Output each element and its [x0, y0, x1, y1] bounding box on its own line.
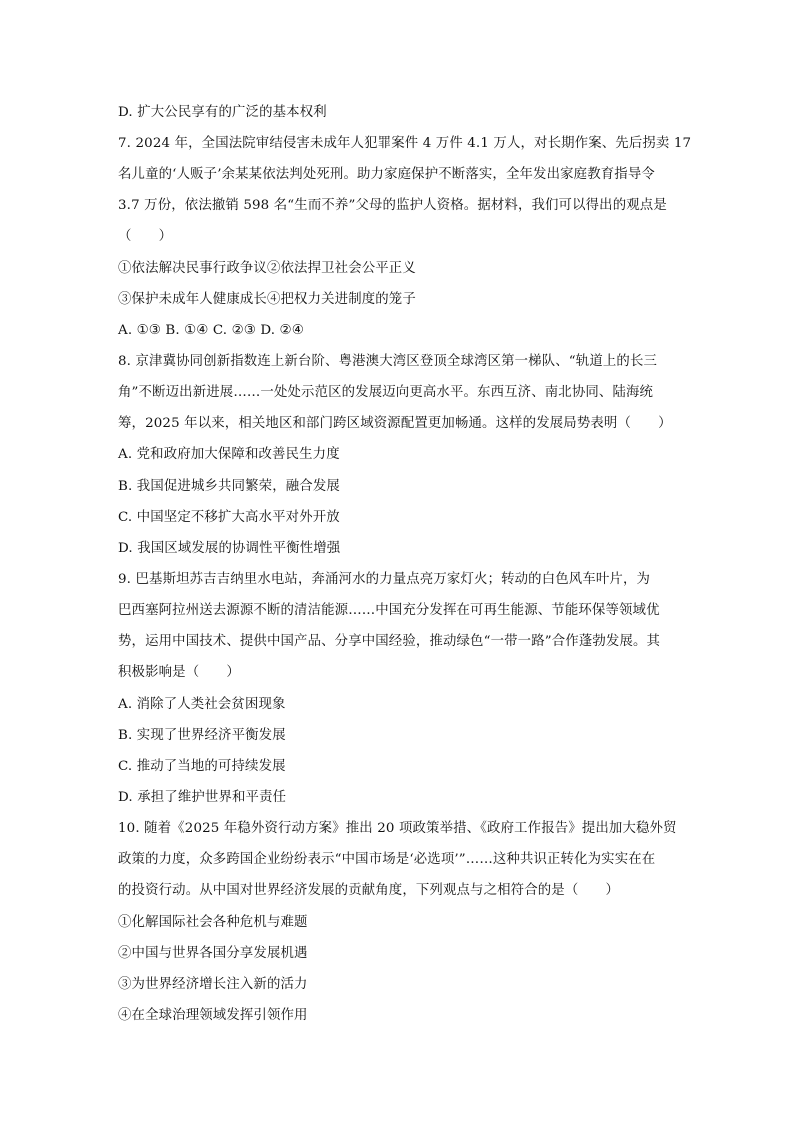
q7-stem-line-2: 名儿童的‘人贩子’余某某依法判处死刑。助力家庭保护不断落实，全年发出家庭教育指导令 — [118, 167, 655, 182]
q7-stem-line-3: 3.7 万份，依法撤销 598 名“生而不养”父母的监护人资格。据材料，我们可以得出的观点是 — [118, 198, 667, 213]
q8-option-d: D. 我国区域发展的协调性平衡性增强 — [118, 541, 341, 556]
q9-stem-line-1: 9. 巴基斯坦苏吉吉纳里水电站，奔涌河水的力量点亮万家灯火；转动的白色风车叶片，为 — [118, 572, 651, 587]
q10-stem-line-3: 的投资行动。从中国对世界经济发展的贡献角度，下列观点与之相符合的是（ ） — [118, 883, 620, 898]
q9-option-d: D. 承担了维护世界和平责任 — [118, 790, 287, 805]
q7-statements-1: ①依法解决民事行政争议②依法捍卫社会公平正义 — [118, 261, 416, 276]
q8-option-a: A. 党和政府加大保障和改善民生力度 — [118, 447, 340, 462]
q8-stem-line-2: 角”不断迈出新进展……一处处示范区的发展迈向更高水平。东西互济、南北协同、陆海统 — [118, 385, 654, 400]
q9-stem-line-4: 积极影响是（ ） — [118, 665, 240, 680]
q7-stem-line-1: 7. 2024 年，全国法院审结侵害未成年人犯罪案件 4 万件 4.1 万人，对长期作案、先后拐卖 17 — [118, 136, 692, 151]
q9-stem-line-2: 巴西塞阿拉州送去源源不断的清洁能源……中国充分发挥在可再生能源、节能环保等领域优 — [118, 603, 660, 618]
q8-stem-line-3: 筹，2025 年以来，相关地区和部门跨区域资源配置更加畅通。这样的发展局势表明（ ） — [118, 416, 672, 431]
q6-option-d: D. 扩大公民享有的广泛的基本权利 — [118, 105, 327, 120]
q10-stem-line-1: 10. 随着《2025 年稳外资行动方案》推出 20 项政策举措、《政府工作报告》提出加大稳外贸 — [118, 821, 677, 836]
q10-statement-2: ②中国与世界各国分享发展机遇 — [118, 946, 308, 961]
q9-option-a: A. 消除了人类社会贫困现象 — [118, 697, 286, 712]
q9-stem-line-3: 势，运用中国技术、提供中国产品、分享中国经验，推动绿色“一带一路”合作蓬勃发展。其 — [118, 634, 661, 649]
q10-statement-3: ③为世界经济增长注入新的活力 — [118, 977, 308, 992]
q10-statement-4: ④在全球治理领域发挥引领作用 — [118, 1008, 308, 1023]
q9-option-c: C. 推动了当地的可持续发展 — [118, 759, 286, 774]
q7-statements-2: ③保护未成年人健康成长④把权力关进制度的笼子 — [118, 292, 416, 307]
q8-option-c: C. 中国坚定不移扩大高水平对外开放 — [118, 510, 340, 525]
q7-options: A. ①③ B. ①④ C. ②③ D. ②④ — [118, 323, 304, 338]
q8-stem-line-1: 8. 京津冀协同创新指数连上新台阶、粤港澳大湾区登顶全球湾区第一梯队、“轨道上的长三 — [118, 354, 658, 369]
q10-stem-line-2: 政策的力度，众多跨国企业纷纷表示“中国市场是‘必选项’”……这种共识正转化为实实在在 — [118, 852, 656, 867]
q10-statement-1: ①化解国际社会各种危机与难题 — [118, 915, 308, 930]
q7-answer-blank: （ ） — [118, 229, 173, 244]
q8-option-b: B. 我国促进城乡共同繁荣，融合发展 — [118, 479, 340, 494]
q9-option-b: B. 实现了世界经济平衡发展 — [118, 728, 286, 743]
